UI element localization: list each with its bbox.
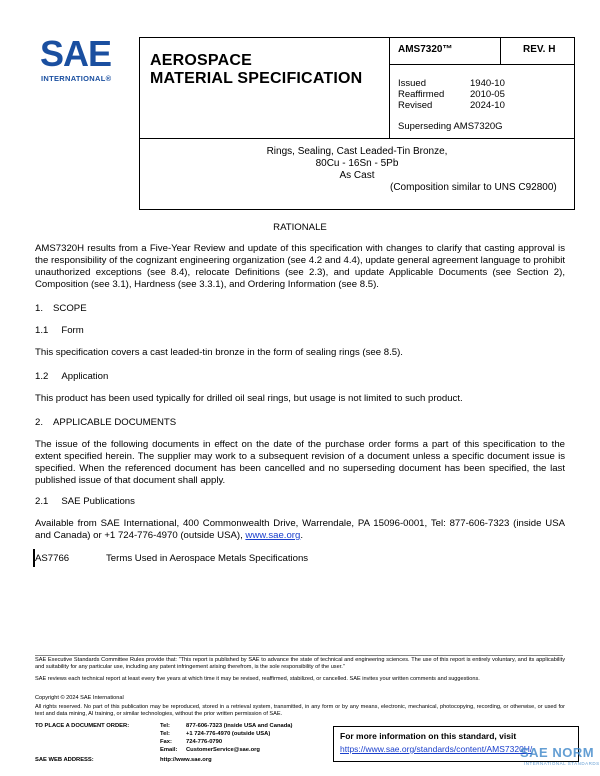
tel-label: Tel:	[160, 723, 170, 729]
divider	[390, 64, 575, 65]
footer-copyright: Copyright © 2024 SAE International	[35, 695, 124, 701]
reaffirmed-value: 2010-05	[470, 89, 505, 100]
material-description	[139, 146, 575, 182]
rationale-text: AMS7320H results from a Five-Year Review and update of this specification with changes to clarify that casting approval is the responsibility of the cognizant engineering organization (see 4.2 and 4.4), update general agreement language to prohibit unauthorized exceptions (see 8.4), relocate Definitions (see 2.3), and update Applicable Documents (see Section 2), Composition (see 3.1), Hardness (see 3.3.1), and Ordering Information (see 8.5).	[35, 243, 565, 290]
description-line-2: 80Cu - 16Sn - 5Pb	[315, 158, 399, 169]
divider	[139, 138, 575, 139]
section-number: 1.1	[35, 325, 49, 336]
web-value[interactable]: http://www.sae.org	[160, 757, 212, 763]
issued-label: Issued	[398, 78, 426, 89]
composition-note: (Composition similar to UNS C92800)	[390, 182, 557, 193]
footer-review-note: SAE reviews each technical report at least every five years at which time it may be revised, reaffirmed, stabilized, or cancelled. SAE invites your written comments and suggestions.	[35, 676, 480, 682]
publications-address: Available from SAE International, 400 Commonwealth Drive, Warrendale, PA 15096-0001, Tel: 877-606-7323 (inside USA and Canada) or +1 724-776-4970 (outside USA),	[35, 518, 565, 541]
footer-disclaimer: SAE Executive Standards Committee Rules provide that: “This report is published by SAE to advance the state of technical and engineering sciences. The use of this report is entirely voluntary, and its applicability and suitability for any particular use, including any patent infringement arising therefrom, is the sole responsibility of the user.”	[35, 657, 565, 670]
reference-code: AS7766	[35, 553, 70, 564]
tel2-label: Tel:	[160, 731, 170, 737]
section-title: Application	[61, 371, 109, 382]
section-1-heading	[35, 303, 87, 314]
web-label: SAE WEB ADDRESS:	[35, 757, 94, 763]
info-box-title: For more information on this standard, visit	[340, 731, 517, 741]
revision-label: REV. H	[523, 44, 556, 55]
title-line-1: AEROSPACE	[150, 52, 252, 69]
section-1-2-text: This product has been used typically for drilled oil seal rings, but usage is not limited to such product.	[35, 393, 463, 404]
reaffirmed-label: Reaffirmed	[398, 89, 445, 100]
reference-title: Terms Used in Aerospace Metals Specifications	[106, 553, 309, 564]
section-title: Form	[61, 325, 84, 336]
description-line-1: Rings, Sealing, Cast Leaded-Tin Bronze,	[266, 146, 448, 157]
order-label: TO PLACE A DOCUMENT ORDER:	[35, 723, 130, 729]
revised-value: 2024-10	[470, 100, 505, 111]
section-number: 1.	[35, 303, 44, 314]
title-line-2: MATERIAL SPECIFICATION	[150, 70, 363, 87]
footer-rule	[35, 655, 563, 656]
section-title: APPLICABLE DOCUMENTS	[53, 417, 177, 428]
section-2-1-heading	[35, 496, 135, 507]
standard-url-link[interactable]: https://www.sae.org/standards/content/AMS7320H/	[340, 744, 533, 754]
section-1-1-text: This specification covers a cast leaded-tin bronze in the form of sealing rings (see 8.5).	[35, 347, 403, 358]
section-2-text: The issue of the following documents in effect on the date of the purchase order forms a part of this specification to the extent specified herein. The supplier may work to a subsequent revision of a document unless a specific document issue is specified. When the referenced document has been cancelled and no superseding document has been specified, the last published issue of that document shall apply.	[35, 439, 565, 486]
email-label: Email:	[160, 747, 178, 753]
divider	[500, 37, 501, 64]
sae-logo: SAE	[40, 33, 112, 74]
sentence-end: .	[300, 530, 303, 541]
section-number: 2.	[35, 417, 44, 428]
superseding-note: Superseding AMS7320G	[398, 121, 503, 132]
description-line-3: As Cast	[339, 170, 375, 181]
document-type-title	[150, 52, 362, 88]
revised-label: Revised	[398, 100, 433, 111]
email-value[interactable]: CustomerService@sae.org	[186, 747, 260, 753]
section-1-1-heading	[35, 325, 84, 336]
sae-logo-subtitle: INTERNATIONAL®	[41, 74, 112, 83]
tel-value: 877-606-7323 (inside USA and Canada)	[186, 723, 293, 729]
document-number: AMS7320™	[398, 44, 453, 55]
sae-website-link[interactable]: www.sae.org	[245, 530, 301, 541]
section-2-1-text	[35, 518, 565, 542]
watermark-logo: SAE NORM	[520, 745, 595, 760]
fax-value: 724-776-0790	[186, 739, 223, 745]
section-title: SAE Publications	[61, 496, 135, 507]
section-title: SCOPE	[53, 303, 87, 314]
issued-value: 1940-10	[470, 78, 505, 89]
footer-rights: All rights reserved. No part of this publication may be reproduced, stored in a retrieval system, transmitted, in any form or by any means, electronic, mechanical, photocopying, recording, or otherwise, or used for text and data mining, AI training, or similar technologies, without the prior written permission of SAE.	[35, 704, 565, 717]
section-number: 1.2	[35, 371, 49, 382]
section-1-2-heading	[35, 371, 108, 382]
watermark-subtitle: INTERNATIONAL STANDARDS	[524, 761, 600, 766]
tel2-value: +1 724-776-4970 (outside USA)	[186, 731, 271, 737]
rationale-heading: RATIONALE	[273, 222, 327, 233]
fax-label: Fax:	[160, 739, 172, 745]
section-number: 2.1	[35, 496, 49, 507]
section-2-heading	[35, 417, 176, 428]
